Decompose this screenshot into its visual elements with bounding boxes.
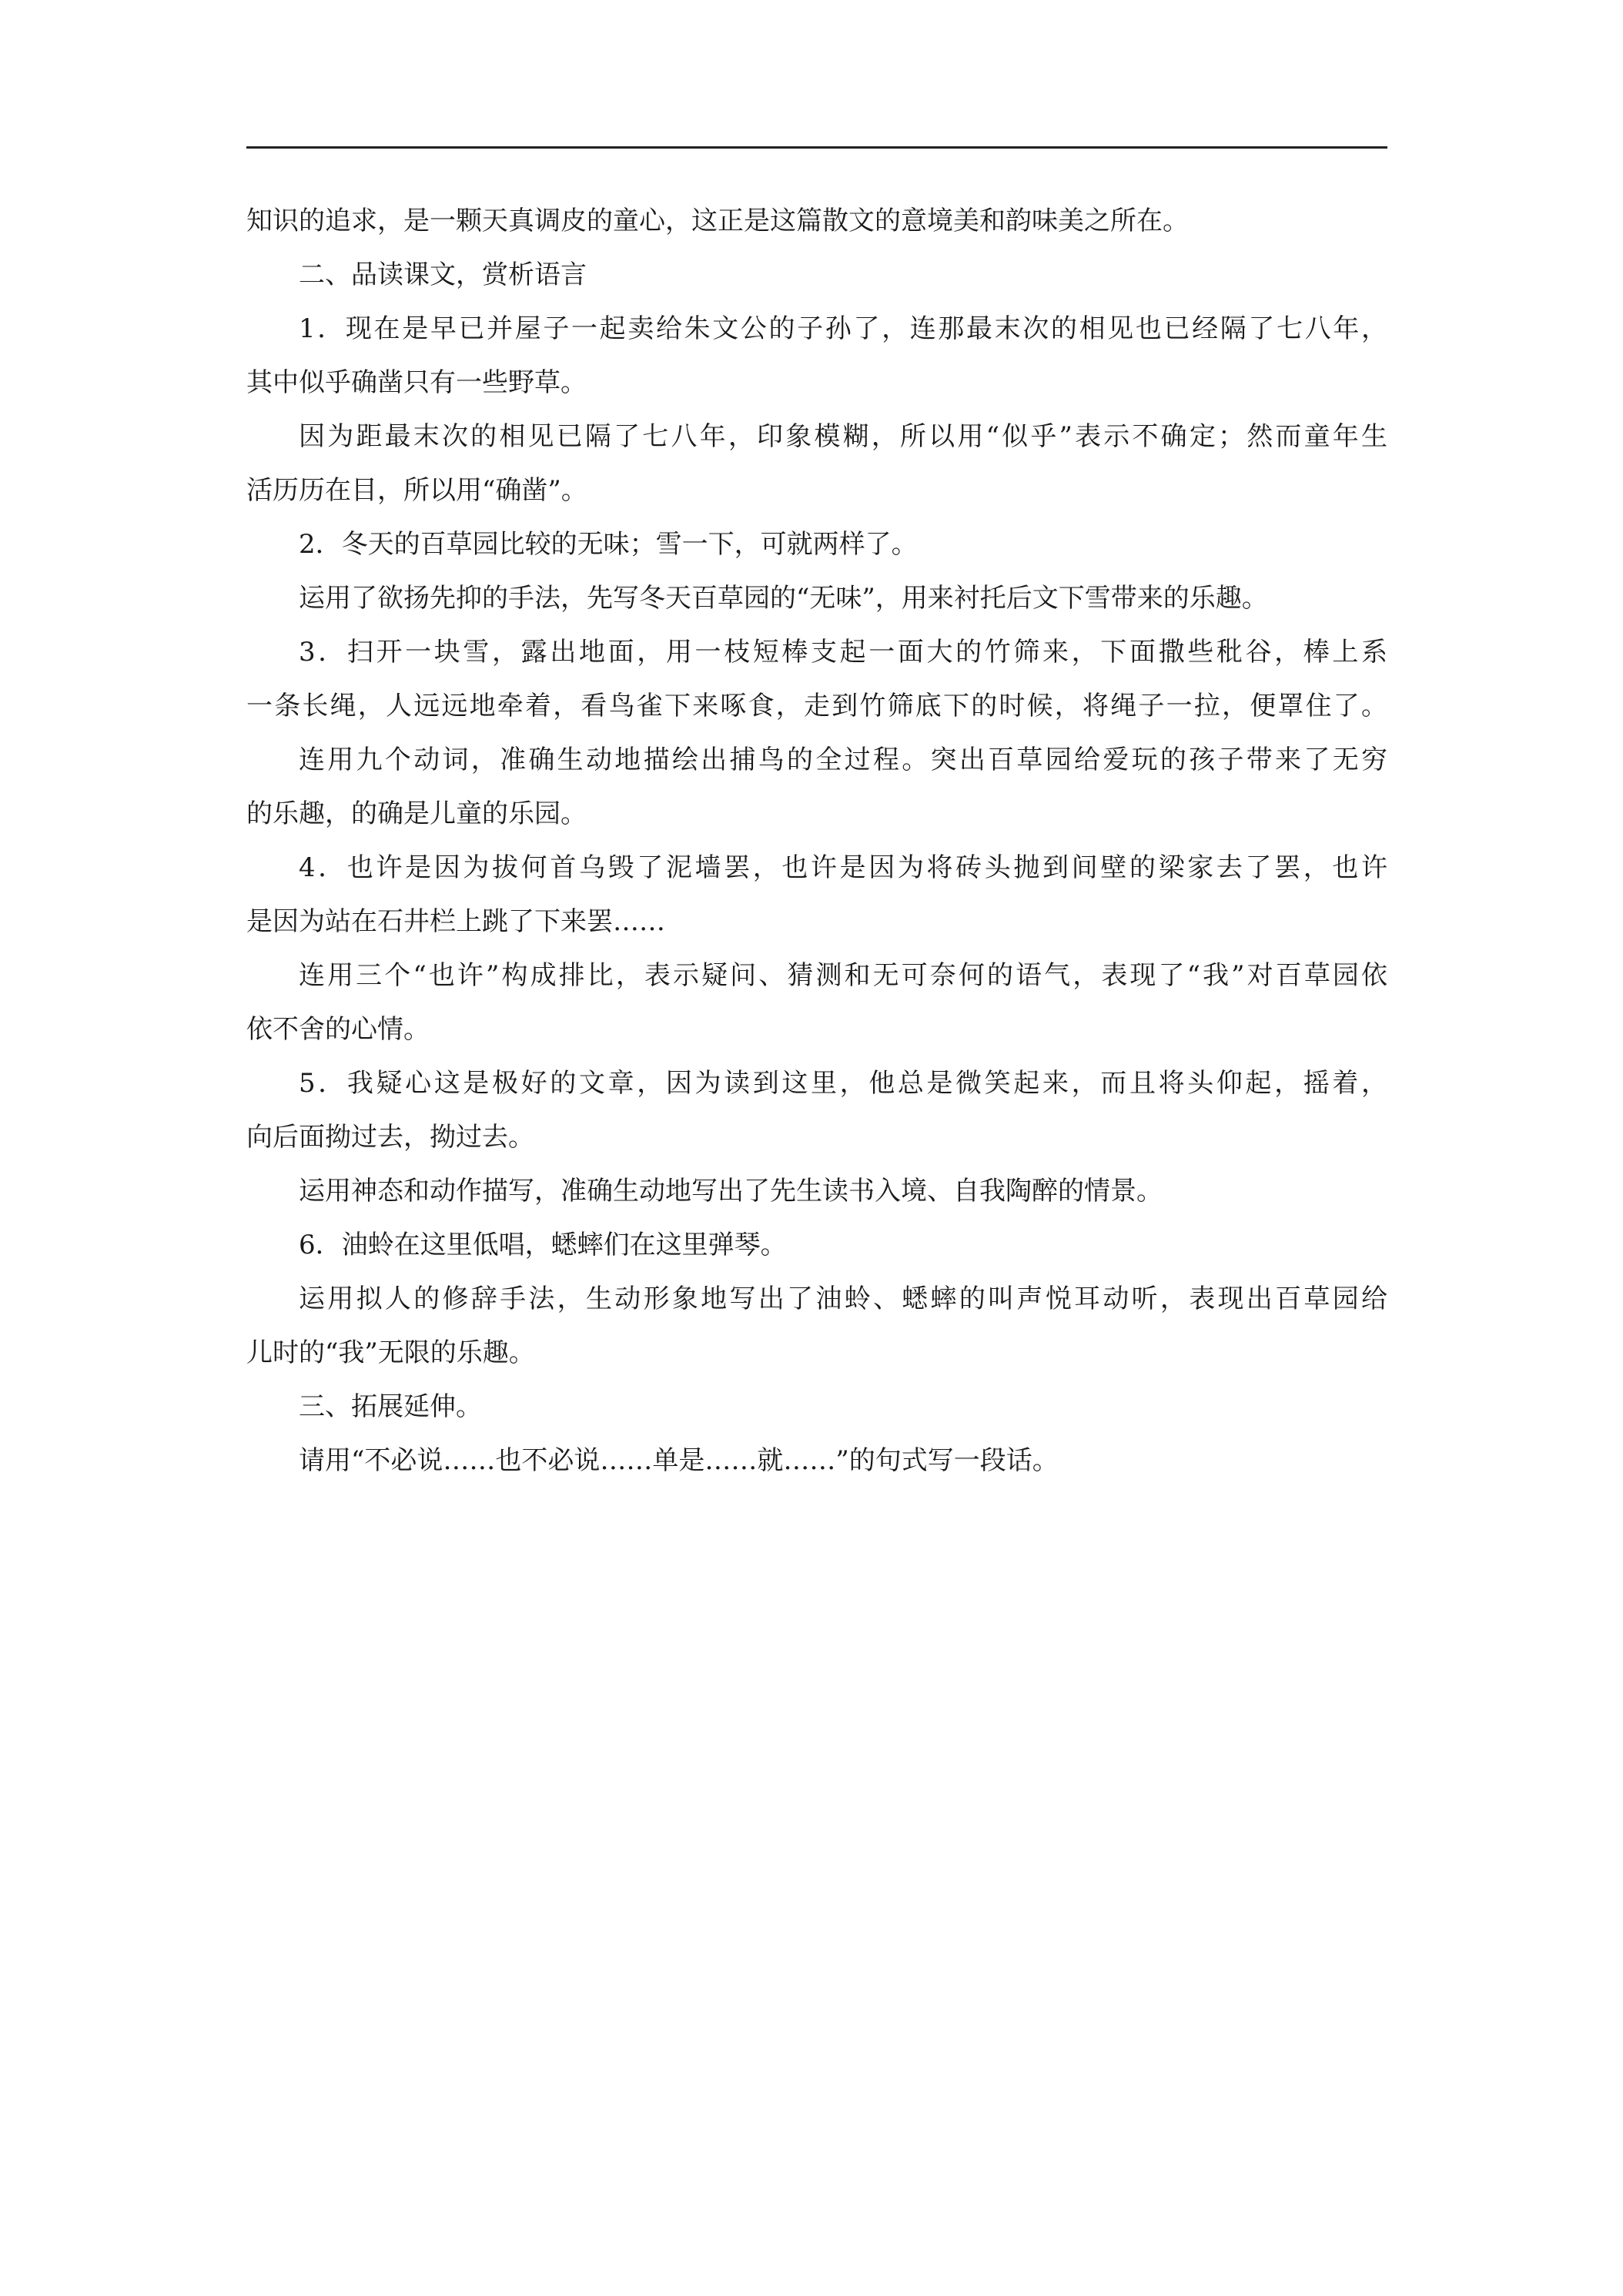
text-line: 的乐趣，的确是儿童的乐园。: [246, 798, 587, 829]
text-line: 二、品读课文，赏析语言: [299, 259, 587, 290]
text-line: 4．也许是因为拔何首乌毁了泥墙罢，也许是因为将砖头抛到间壁的梁家去了罢，也许: [299, 852, 1387, 883]
text-line: 1．现在是早已并屋子一起卖给朱文公的子孙了，连那最末次的相见也已经隔了七八年，: [299, 313, 1387, 344]
text-line: 向后面拗过去，拗过去。: [246, 1122, 534, 1153]
text-line: 2．冬天的百草园比较的无味；雪一下，可就两样了。: [299, 529, 918, 560]
text-line: 依不舍的心情。: [246, 1014, 430, 1045]
text-line: 因为距最末次的相见已隔了七八年，印象模糊，所以用“似乎”表示不确定；然而童年生: [299, 421, 1387, 452]
text-line: 运用拟人的修辞手法，生动形象地写出了油蛉、蟋蟀的叫声悦耳动听，表现出百草园给: [299, 1284, 1387, 1314]
text-line: 一条长绳，人远远地牵着，看鸟雀下来啄食，走到竹筛底下的时候，将绳子一拉，便罩住了。: [246, 691, 1387, 721]
text-line: 运用神态和动作描写，准确生动地写出了先生读书入境、自我陶醉的情景。: [299, 1176, 1163, 1207]
text-line: 连用九个动词，准确生动地描绘出捕鸟的全过程。突出百草园给爱玩的孩子带来了无穷: [299, 745, 1387, 775]
text-line: 5．我疑心这是极好的文章，因为读到这里，他总是微笑起来，而且将头仰起，摇着，: [299, 1068, 1387, 1099]
text-line: 请用“不必说……也不必说……单是……就……”的句式写一段话。: [299, 1445, 1059, 1476]
text-line: 儿时的“我”无限的乐趣。: [246, 1337, 535, 1368]
text-line: 连用三个“也许”构成排比，表示疑问、猜测和无可奈何的语气，表现了“我”对百草园依: [299, 960, 1387, 991]
text-line: 6．油蛉在这里低唱，蟋蟀们在这里弹琴。: [299, 1230, 787, 1260]
document-body: [246, 194, 1387, 1488]
text-line: 三、拓展延伸。: [299, 1391, 482, 1422]
text-line: 3．扫开一块雪，露出地面，用一枝短棒支起一面大的竹筛来，下面撒些秕谷，棒上系: [299, 637, 1387, 668]
text-line: 知识的追求，是一颗天真调皮的童心，这正是这篇散文的意境美和韵味美之所在。: [246, 206, 1189, 236]
text-line: 活历历在目，所以用“确凿”。: [246, 475, 587, 506]
text-line: 运用了欲扬先抑的手法，先写冬天百草园的“无味”，用来衬托后文下雪带来的乐趣。: [299, 583, 1268, 614]
text-line: 是因为站在石井栏上跳了下来罢……: [246, 906, 665, 937]
header-rule: [246, 146, 1387, 149]
text-line: 其中似乎确凿只有一些野草。: [246, 367, 587, 398]
